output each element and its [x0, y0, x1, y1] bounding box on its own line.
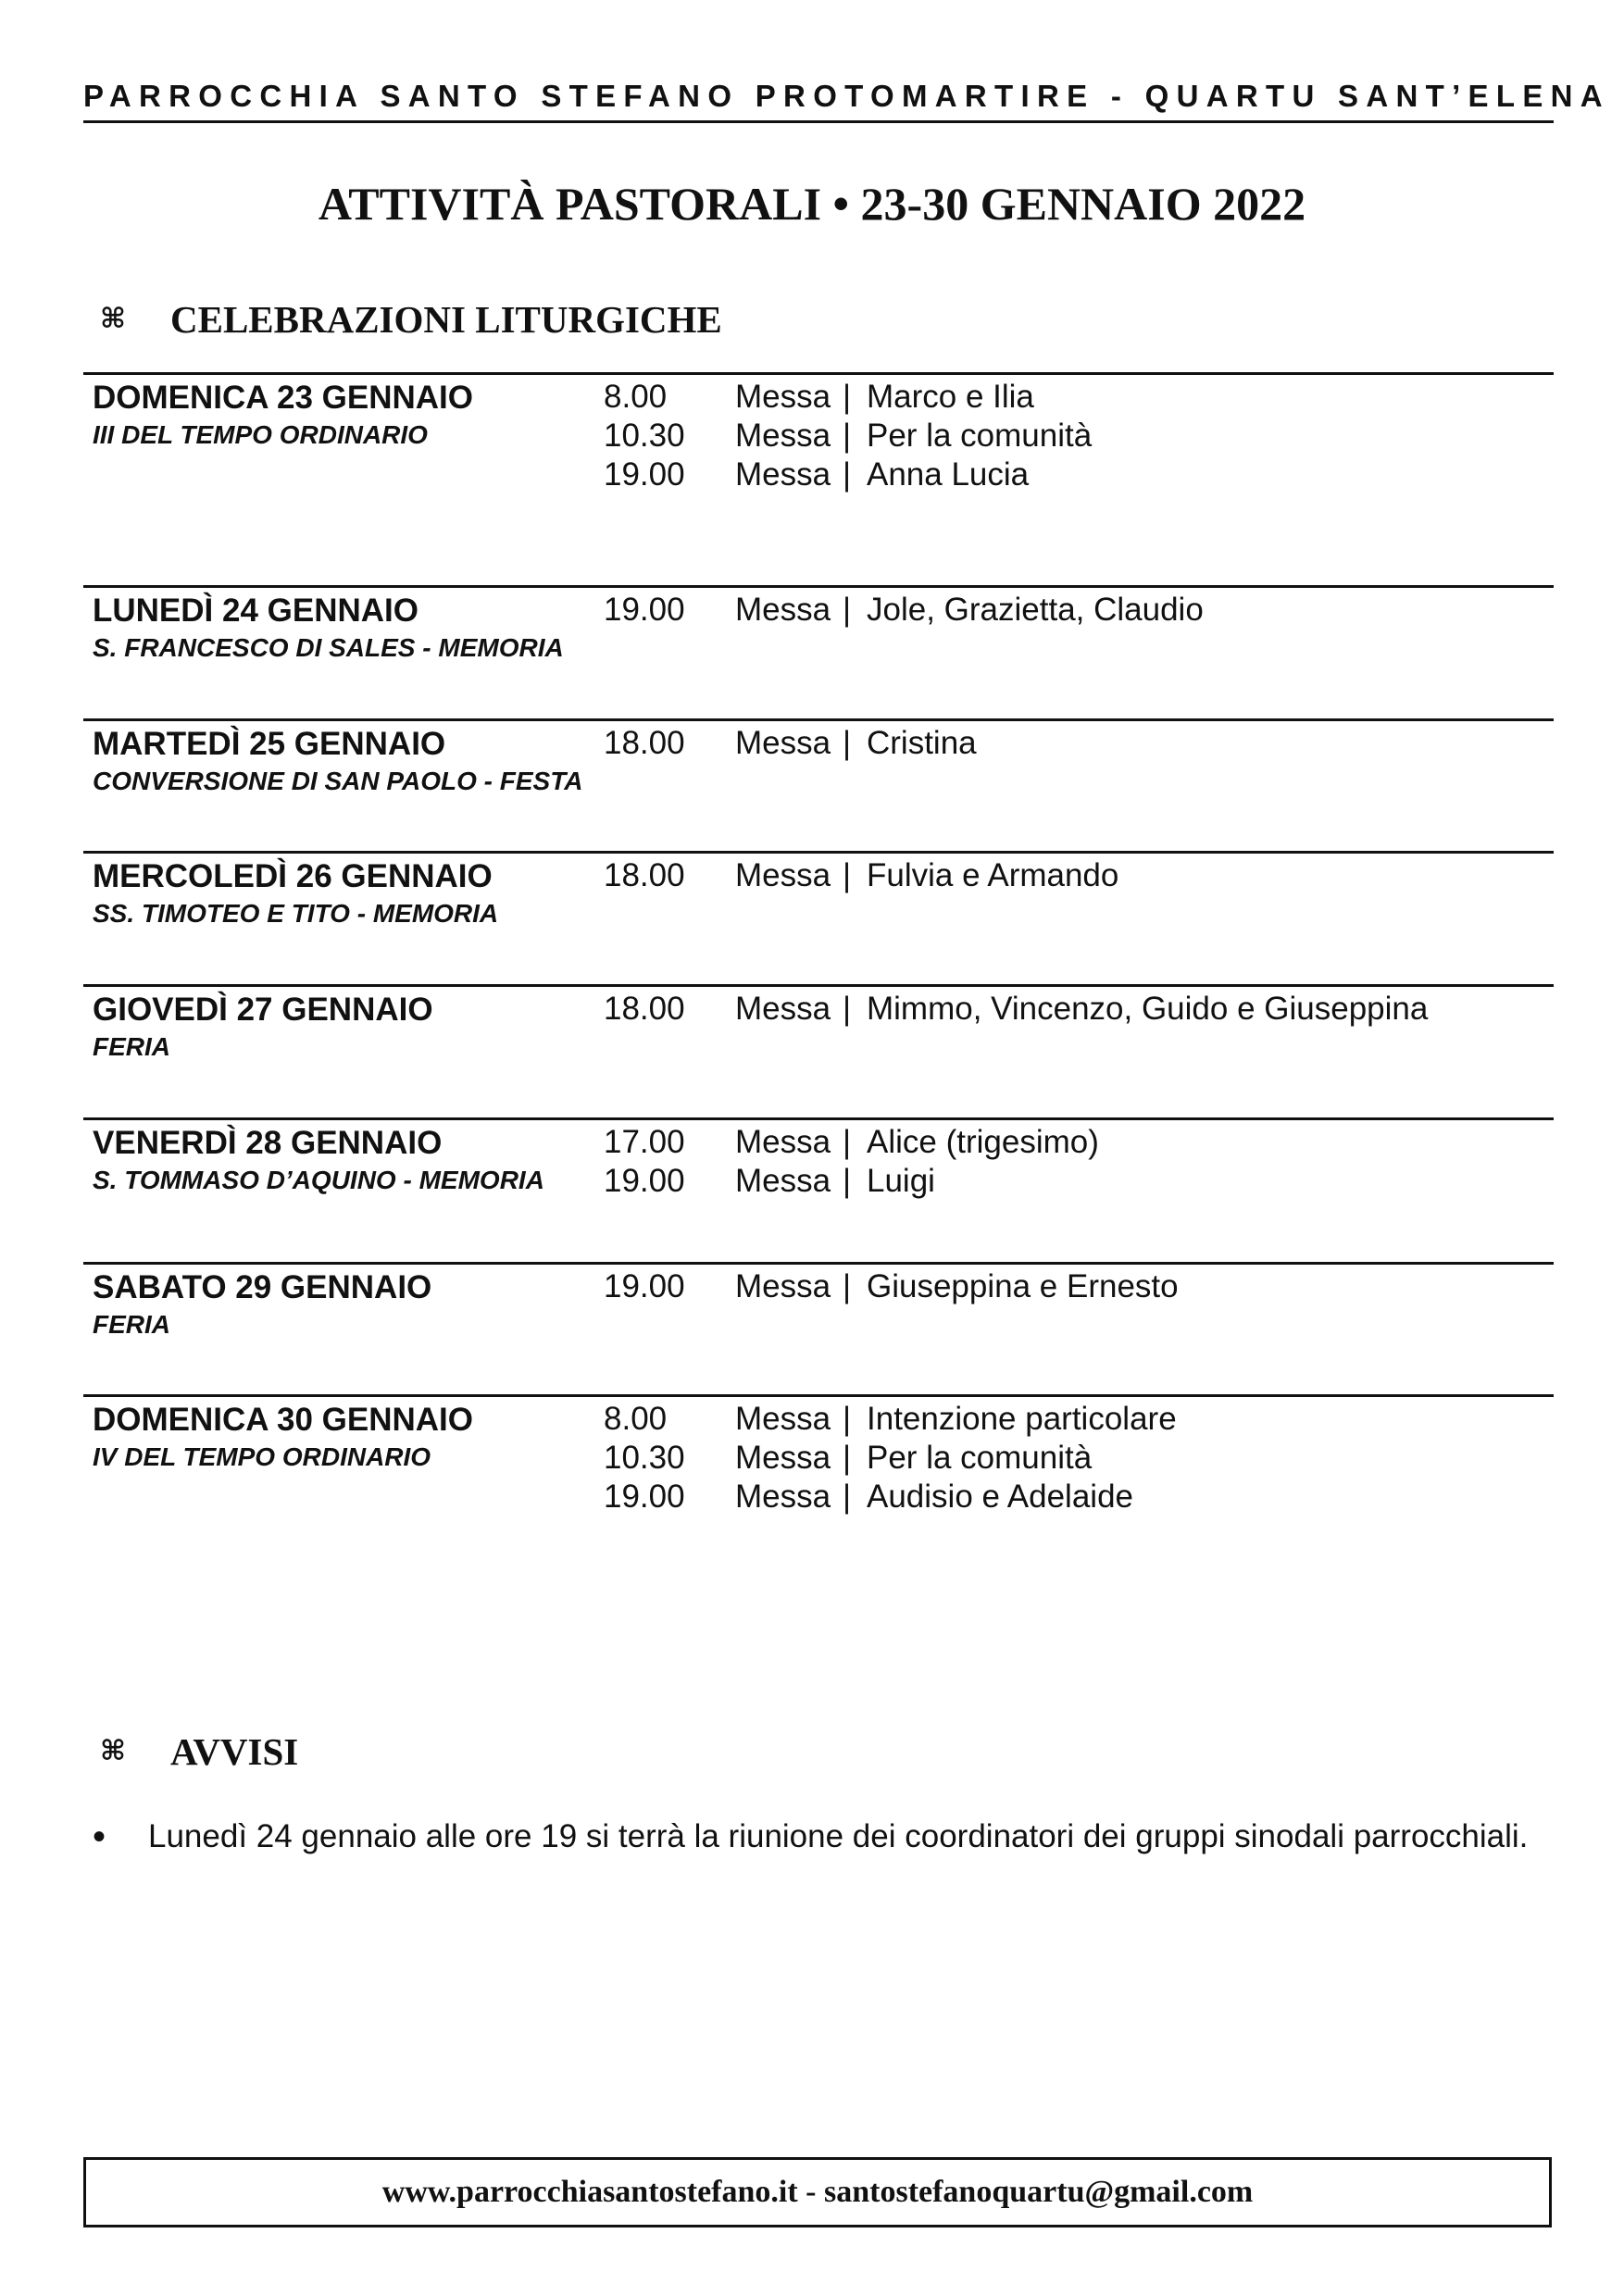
mass-time: 19.00 [604, 1479, 685, 1515]
mass-time: 10.30 [604, 1440, 685, 1476]
separator: | [843, 1401, 852, 1437]
mass-type: Messa [735, 991, 831, 1027]
mass-time: 18.00 [604, 857, 685, 893]
mass-type: Messa [735, 1479, 831, 1515]
footer-contacts: www.parrocchiasantostefano.it - santostefanoquartu@gmail.com [83, 2157, 1552, 2227]
mass-entry [604, 990, 1548, 1029]
mass-entry [604, 1123, 1548, 1162]
mass-entry [604, 1400, 1548, 1439]
mass-list [604, 724, 1548, 763]
mass-intention: Marco e Ilia [867, 379, 1034, 415]
mass-entry [604, 1162, 1548, 1201]
separator: | [843, 1440, 852, 1476]
day-label: DOMENICA 30 GENNAIO [93, 1402, 473, 1438]
mass-list [604, 1400, 1548, 1516]
separator: | [843, 1163, 852, 1199]
mass-type: Messa [735, 418, 831, 454]
mass-type: Messa [735, 379, 831, 415]
mass-type: Messa [735, 592, 831, 628]
feast-label: S. FRANCESCO DI SALES - MEMORIA [93, 633, 564, 662]
mass-time: 19.00 [604, 592, 685, 628]
mass-time: 10.30 [604, 418, 685, 454]
mass-time: 8.00 [604, 1401, 668, 1437]
feast-label: FERIA [93, 1310, 170, 1339]
separator: | [843, 1479, 852, 1515]
mass-entry [604, 1478, 1548, 1516]
mass-intention: Per la comunità [867, 418, 1093, 454]
mass-list [604, 1123, 1548, 1201]
schedule-row [83, 585, 1554, 721]
mass-list [604, 856, 1548, 895]
mass-intention: Anna Lucia [867, 456, 1030, 493]
day-label: SABATO 29 GENNAIO [93, 1269, 432, 1305]
schedule-row [83, 1394, 1554, 1536]
mass-type: Messa [735, 1440, 831, 1476]
parish-name: PARROCCHIA SANTO STEFANO PROTOMARTIRE - QUARTU SANT’ELENA [83, 79, 1610, 113]
separator: | [843, 857, 852, 893]
section-avvisi [100, 1724, 298, 1779]
day-label: VENERDÌ 28 GENNAIO [93, 1125, 443, 1161]
separator: | [843, 418, 852, 454]
mass-entry [604, 856, 1548, 895]
separator: | [843, 991, 852, 1027]
schedule-row [83, 718, 1554, 854]
schedule-row [83, 984, 1554, 1120]
day-label: MARTEDÌ 25 GENNAIO [93, 726, 446, 762]
mass-time: 8.00 [604, 379, 668, 415]
feast-label: IV DEL TEMPO ORDINARIO [93, 1442, 431, 1471]
mass-type: Messa [735, 725, 831, 761]
mass-type: Messa [735, 1268, 831, 1304]
mass-type: Messa [735, 1124, 831, 1160]
mass-entry [604, 1267, 1548, 1306]
page-header [83, 78, 1610, 123]
day-label: LUNEDÌ 24 GENNAIO [93, 593, 418, 629]
notice-text: Lunedì 24 gennaio alle ore 19 si terrà la riunione dei coordinatori dei gruppi sinodali parrocchiali. [148, 1818, 1529, 1854]
section-title: AVVISI [170, 1730, 299, 1773]
mass-intention: Audisio e Adelaide [867, 1479, 1133, 1515]
mass-list [604, 1267, 1548, 1306]
day-label: GIOVEDÌ 27 GENNAIO [93, 992, 433, 1028]
mass-intention: Giuseppina e Ernesto [867, 1268, 1179, 1304]
separator: | [843, 592, 852, 628]
mass-time: 19.00 [604, 1163, 685, 1199]
schedule-row [83, 851, 1554, 987]
mass-intention: Mimmo, Vincenzo, Guido e Giuseppina [867, 991, 1429, 1027]
mass-intention: Intenzione particolare [867, 1401, 1177, 1437]
separator: | [843, 725, 852, 761]
mass-intention: Alice (trigesimo) [867, 1124, 1099, 1160]
mass-intention: Cristina [867, 725, 977, 761]
mass-time: 18.00 [604, 725, 685, 761]
separator: | [843, 379, 852, 415]
mass-intention: Fulvia e Armando [867, 857, 1119, 893]
mass-time: 19.00 [604, 456, 685, 493]
feast-label: FERIA [93, 1032, 170, 1061]
section-celebrazioni [100, 292, 722, 347]
feast-label: SS. TIMOTEO E TITO - MEMORIA [93, 899, 499, 928]
mass-intention: Jole, Grazietta, Claudio [867, 592, 1204, 628]
schedule-row [83, 372, 1554, 588]
section-bullet-icon: ⌘ [100, 1736, 126, 1766]
feast-label: III DEL TEMPO ORDINARIO [93, 420, 428, 449]
mass-entry [604, 417, 1548, 455]
mass-entry [604, 378, 1548, 417]
mass-entry [604, 1439, 1548, 1478]
mass-type: Messa [735, 456, 831, 493]
page-title: ATTIVITÀ PASTORALI • 23-30 GENNAIO 2022 [318, 178, 1306, 230]
separator: | [843, 456, 852, 493]
mass-intention: Luigi [867, 1163, 935, 1199]
day-label: DOMENICA 23 GENNAIO [93, 380, 473, 416]
mass-list [604, 990, 1548, 1029]
schedule-row [83, 1262, 1554, 1397]
section-bullet-icon: ⌘ [100, 304, 126, 334]
mass-entry [604, 591, 1548, 630]
mass-list [604, 591, 1548, 630]
mass-type: Messa [735, 1401, 831, 1437]
mass-time: 18.00 [604, 991, 685, 1027]
mass-type: Messa [735, 857, 831, 893]
feast-label: CONVERSIONE DI SAN PAOLO - FESTA [93, 767, 583, 795]
schedule-row [83, 1117, 1554, 1265]
mass-entry [604, 455, 1548, 494]
mass-entry [604, 724, 1548, 763]
mass-list [604, 378, 1548, 494]
section-title: CELEBRAZIONI LITURGICHE [170, 298, 722, 341]
day-label: MERCOLEDÌ 26 GENNAIO [93, 858, 493, 894]
mass-time: 17.00 [604, 1124, 685, 1160]
separator: | [843, 1268, 852, 1304]
mass-intention: Per la comunità [867, 1440, 1093, 1476]
mass-time: 19.00 [604, 1268, 685, 1304]
separator: | [843, 1124, 852, 1160]
bullet-icon: • [93, 1816, 106, 1857]
feast-label: S. TOMMASO D’AQUINO - MEMORIA [93, 1166, 544, 1194]
mass-type: Messa [735, 1163, 831, 1199]
